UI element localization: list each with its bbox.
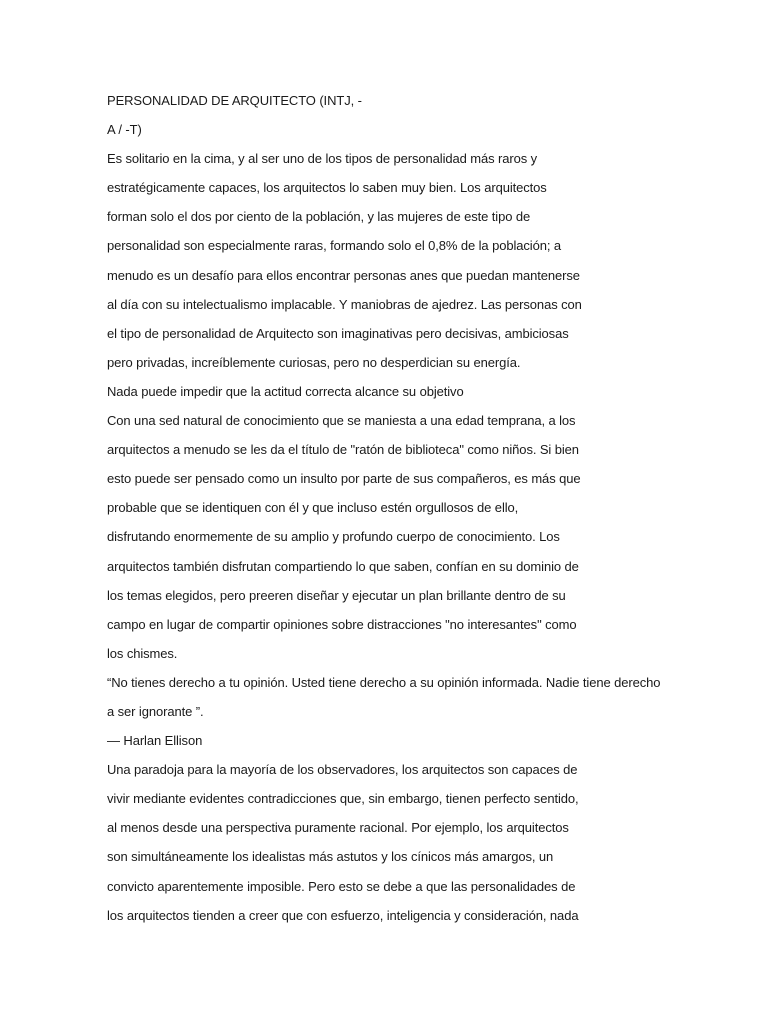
text-line: los temas elegidos, pero preeren diseñar y ejecutar un plan brillante dentro de su xyxy=(107,587,566,603)
document-page xyxy=(107,86,707,930)
text-line: Una paradoja para la mayoría de los observadores, los arquitectos son capaces de xyxy=(107,762,578,778)
text-line: menudo es un desafío para ellos encontrar personas anes que puedan mantenerse xyxy=(107,267,580,283)
text-line: convicto aparentemente imposible. Pero esto se debe a que las personalidades de xyxy=(107,878,576,894)
text-line: los chismes. xyxy=(107,645,178,661)
document-title: PERSONALIDAD DE ARQUITECTO (INTJ, - xyxy=(107,93,362,108)
text-line: personalidad son especialmente raras, formando solo el 0,8% de la población; a xyxy=(107,238,561,254)
text-line: los arquitectos tienden a creer que con esfuerzo, inteligencia y consideración, nada xyxy=(107,907,579,923)
quote-line: a ser ignorante ”. xyxy=(107,703,204,719)
text-line: pero privadas, increíblemente curiosas, pero no desperdician su energía. xyxy=(107,354,521,370)
text-line: arquitectos a menudo se les da el título de "ratón de biblioteca" como niños. Si bien xyxy=(107,442,579,458)
text-line: el tipo de personalidad de Arquitecto son imaginativas pero decisivas, ambiciosas xyxy=(107,325,569,341)
section-heading: Nada puede impedir que la actitud correcta alcance su objetivo xyxy=(107,383,464,399)
text-line: Es solitario en la cima, y al ser uno de los tipos de personalidad más raros y xyxy=(107,151,538,167)
text-line: son simultáneamente los idealistas más astutos y los cínicos más amargos, un xyxy=(107,849,554,865)
text-line: disfrutando enormemente de su amplio y profundo cuerpo de conocimiento. Los xyxy=(107,529,560,545)
text-line: estratégicamente capaces, los arquitectos lo saben muy bien. Los arquitectos xyxy=(107,180,547,196)
quote-attribution: — Harlan Ellison xyxy=(107,733,203,749)
text-line: vivir mediante evidentes contradicciones que, sin embargo, tienen perfecto sentido, xyxy=(107,791,579,807)
text-line: esto puede ser pensado como un insulto por parte de sus compañeros, es más que xyxy=(107,471,581,487)
quote-line: “No tienes derecho a tu opinión. Usted tiene derecho a su opinión informada. Nadie tiene derecho xyxy=(107,674,661,690)
text-line: al día con su intelectualismo implacable. Y maniobras de ajedrez. Las personas con xyxy=(107,296,582,312)
text-line: arquitectos también disfrutan compartiendo lo que saben, confían en su dominio de xyxy=(107,558,579,574)
document-title-continued: A / -T) xyxy=(107,122,142,138)
text-line: al menos desde una perspectiva puramente racional. Por ejemplo, los arquitectos xyxy=(107,820,569,836)
text-line: forman solo el dos por ciento de la población, y las mujeres de este tipo de xyxy=(107,209,531,225)
text-line: campo en lugar de compartir opiniones sobre distracciones "no interesantes" como xyxy=(107,616,577,632)
text-line: Con una sed natural de conocimiento que se maniesta a una edad temprana, a los xyxy=(107,413,576,429)
text-line: probable que se identiquen con él y que incluso estén orgullosos de ello, xyxy=(107,500,519,516)
